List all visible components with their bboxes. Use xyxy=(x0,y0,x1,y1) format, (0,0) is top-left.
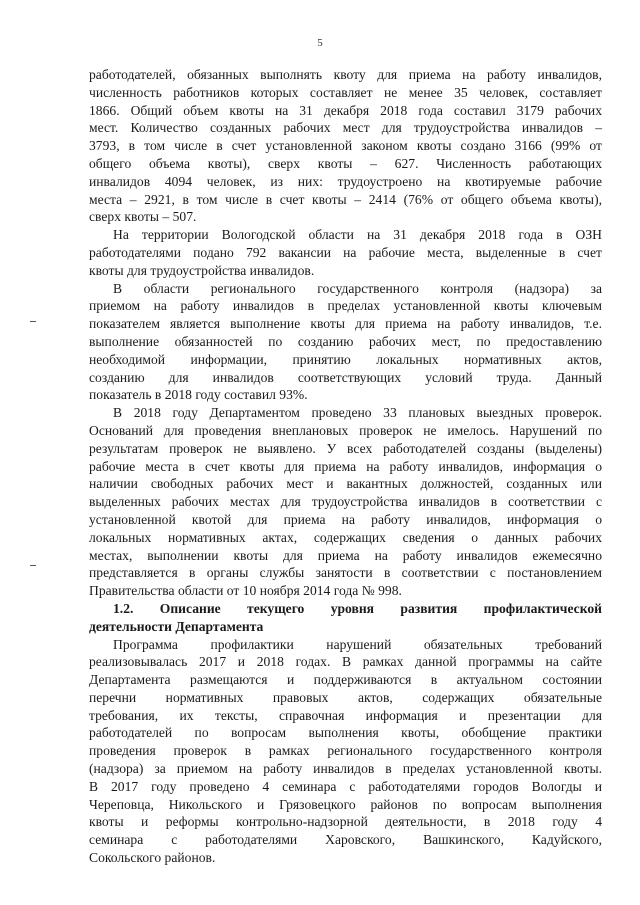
text-line: Череповца, Никольского и Грязовецкого районов по вопросам выполнения xyxy=(89,796,602,812)
margin-mark xyxy=(30,565,36,566)
text-line: установленной квотой для приема на работу инвалидов, информация о xyxy=(89,511,602,527)
text-line: мест. Количество созданных рабочих мест для трудоустройства инвалидов – xyxy=(89,120,602,136)
text-line: представляется в органы службы занятости в соответствии с постановлением xyxy=(89,565,602,581)
text-line: места – 2921, в том числе в счет квоты – 2414 (76% от общего объема квоты), xyxy=(89,191,602,207)
text-line: Правительства области от 10 ноября 2014 года № 998. xyxy=(89,583,402,599)
text-line: 1866. Общий объем квоты на 31 декабря 2018 года составил 3179 рабочих xyxy=(89,102,602,118)
text-line: квоты и реформы контрольно-надзорной деятельности, в 2018 году 4 xyxy=(89,814,602,830)
text-line: работодателей по вопросам выполнения квоты, обобщение практики xyxy=(89,725,602,741)
text-line: Сокольского районов. xyxy=(89,850,216,866)
text-line: численность работников которых составляет не менее 35 человек, составляет xyxy=(89,84,602,100)
text-line: Департамента размещаются и поддерживаются в актуальном состоянии xyxy=(89,672,602,688)
text-line: показателем является выполнение квоты для приема на работу инвалидов, т.е. xyxy=(89,316,602,332)
margin-mark xyxy=(30,321,36,322)
heading-line: деятельности Департамента xyxy=(89,618,264,634)
text-line: требования, их тексты, справочная информация и презентации для xyxy=(89,707,602,723)
page-number: 5 xyxy=(317,37,323,49)
text-line: перечни нормативных правовых актов, содержащих обязательные xyxy=(89,689,602,705)
text-line: инвалидов 4094 человек, из них: трудоустроено на квотируемые рабочие xyxy=(89,173,602,189)
text-line: локальных нормативных актах, содержащих сведения о данных рабочих xyxy=(89,529,602,545)
section-heading xyxy=(89,600,602,636)
text-line: общего объема квоты), сверх квоты – 627. Численность работающих xyxy=(89,155,602,171)
text-line: работодателей, обязанных выполнять квоту для приема на работу инвалидов, xyxy=(89,67,602,82)
document-body xyxy=(89,66,602,867)
text-line: (надзора) за приемом на работу инвалидов в пределах установленной квоты. xyxy=(89,761,602,777)
paragraph xyxy=(89,226,602,279)
text-line: наличии свободных рабочих мест и вакантных должностей, созданных или xyxy=(89,476,602,492)
heading-line: 1.2. Описание текущего уровня развития профилактической xyxy=(113,600,602,616)
paragraph xyxy=(89,404,602,600)
text-line: реализовывалась 2017 и 2018 годах. В рамках данной программы на сайте xyxy=(89,654,602,670)
text-line: Программа профилактики нарушений обязательных требований xyxy=(113,636,602,652)
text-line: выполнение обязанностей по созданию рабочих мест, по предоставлению xyxy=(89,333,602,349)
text-line: В 2017 году проведено 4 семинара с работодателями городов Вологды и xyxy=(89,778,602,794)
text-line: Оснований для проведения внеплановых проверок не имелось. Нарушений по xyxy=(89,422,602,438)
text-line: В 2018 году Департаментом проведено 33 плановых выездных проверок. xyxy=(113,405,602,421)
text-line: работодателями подано 792 вакансии на рабочие места, выделенные в счет xyxy=(89,244,602,260)
text-line: показатель в 2018 году составил 93%. xyxy=(89,387,308,403)
paragraph xyxy=(89,280,602,405)
text-line: результатам проверок не выявлено. У всех работодателей созданы (выделены) xyxy=(89,440,602,456)
paragraph xyxy=(89,636,602,867)
text-line: В области регионального государственного контроля (надзора) за xyxy=(113,280,602,296)
text-line: семинара с работодателями Харовского, Вашкинского, Кадуйского, xyxy=(89,832,602,848)
text-line: созданию для инвалидов соответствующих условий труда. Данный xyxy=(89,369,602,385)
text-line: 3793, в том числе в счет установленной законом квоты создано 3166 (99% от xyxy=(89,138,602,154)
text-line: На территории Вологодской области на 31 декабря 2018 года в ОЗН xyxy=(113,227,602,243)
text-line: рабочие места в счет квоты для приема на работу инвалидов, информация о xyxy=(89,458,602,474)
text-line: местах, выполнении квоты для приема на работу инвалидов ежемесячно xyxy=(89,547,602,563)
paragraph xyxy=(89,66,602,226)
text-line: приемом на работу инвалидов в пределах установленной квоты ключевым xyxy=(89,298,602,314)
text-line: квоты для трудоустройства инвалидов. xyxy=(89,262,315,278)
text-line: сверх квоты – 507. xyxy=(89,209,197,225)
text-line: проведения проверок в рамках регионального государственного контроля xyxy=(89,743,602,759)
text-line: необходимой информации, принятию локальных нормативных актов, xyxy=(89,351,602,367)
text-line: выделенных рабочих местах для трудоустройства инвалидов в соответствии с xyxy=(89,494,602,510)
